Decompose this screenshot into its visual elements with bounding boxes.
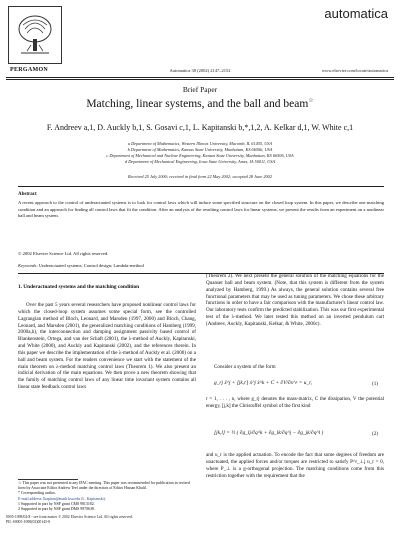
abstract-rule-top <box>18 186 384 187</box>
affiliation: a Department of Mathematics, Western Illinois University, Macomb, IL 61455, USA <box>127 141 273 146</box>
affiliation: b Department of Mathematics, Kansas State University, Manhattan, KS 66506, USA <box>127 147 273 152</box>
footnote: ☆ This paper was not presented at any IFAC meeting. This paper was recommended for publication in revised form by Associate Editor Andrew Teel under the direction of Editor Hassan Khalil. <box>18 481 190 491</box>
equation-number: (1) <box>372 381 378 387</box>
affiliation: c Department of Mechanical and Nuclear Engineering, Kansas State University, Manhattan, KS 66506, USA <box>106 153 294 158</box>
section1-paragraph: Over the past 5 years several researchers have proposed nonlinear control laws for which the closed-loop system assumes some special form, see the controlled Lagrangian method of Bloch, Leonard, and Marsden (1997, 2000) and Bloch, Chang, Leonard, and Marsden (2001), the generalized matching conditions of Hamberg (1999, 2000a,b), the interconnection and damping assignment passivity based control of Blankenstein, Ortega, and van der Schaft (2001), the λ-method of Auckly, Kapitanski, and White (2000), and Auckly and Kapitanski (2002), and the references therein. In this paper we describe the implementation of the λ-method of Auckly et al. (2000) on a ball and beam system. For the readers convenience we start with the statement of the main theorem on λ-method matching control laws (Theorem 1). We also present an indicial derivation of the main equations. We then prove a new theorem showing that the family of matching control laws of any linear time invariant system contains all linear state feedback control laws <box>18 302 196 391</box>
footnote: * Corresponding author. <box>18 491 56 496</box>
abstract-heading: Abstract <box>18 192 37 197</box>
journal-name: automatica <box>324 6 388 21</box>
footnote: 1 Supported in part by NSF grant CMS 9813182. <box>18 501 95 506</box>
right-column-paragraph: (Theorem 2). We next present the general solution of the matching equations for the Quanser ball and beam system. (Note, that this system is different from the system analyzed by Hamberg, 1999.) As always, the general solution contains several free functional parameters that may be used as tuning parameters. We chose these arbitrary functions in order to have a fair comparison with the manufacturer's linear control law. Our laboratory tests confirm the predicted stabilization. This was our first experimental test of the λ-method. We later tested this method on an inverted pendulum cart (Andreev, Auckly, Kapitanski, Kelkar, & White, 2000c). <box>206 273 384 327</box>
keywords-label: Keywords: <box>18 263 38 268</box>
footnote-email[interactable]: E-mail address: lkapitan@math.ksu.edu (L. Kapitanski). <box>18 496 106 501</box>
footnote: 2 Supported in part by NSF grant DMS 9970638. <box>18 507 95 512</box>
right-column-paragraph: and u_r is the applied actuation. To encode the fact that some degrees of freedom are unactuated, the applied forces and/or torques are restricted to satisfy P^r_⊥j u_r = 0, where P_⊥ is a g-orthogonal projection. The matching conditions come from this restriction together with the requirement that the <box>206 452 384 479</box>
right-column-paragraph: r = 1, . . . , n, where g_rj denotes the mass-matrix, C the dissipation, V the potential energy, [j,k] the Christoffel symbol of the first kind <box>206 396 384 409</box>
affiliation: d Department of Mechanical Engineering, Iowa State University, Ames, IA 50011, USA <box>124 159 275 164</box>
issn-line: 0005-1098/02/$ - see front matter © 2002 Elsevier Science Ltd. All rights reserved. <box>6 515 133 519</box>
equation-1: g_rj ẍ^j + [jk,r] ẋ^j ẋ^k + C + ∂V/∂x^r = u_r, <box>214 380 312 386</box>
keywords-text: Underactuated systems; Control design; Lambda-method <box>38 263 144 268</box>
right-column-paragraph: Consider a system of the form <box>214 364 276 370</box>
article-type: Brief Paper <box>182 85 218 94</box>
equation-2: [jk,l] = ½ ( ∂g_lj/∂q^k + ∂g_lk/∂q^j − ∂g_jk/∂q^l ) <box>214 430 324 436</box>
copyright-notice: © 2002 Elsevier Science Ltd. All rights reserved. <box>18 251 109 256</box>
author-list: F. Andreev a,1, D. Auckly b,1, S. Gosavi c,1, L. Kapitanski b,*,1,2, A. Kelkar d,1, W. White c,1 <box>46 123 354 132</box>
footnote-rule <box>18 479 78 480</box>
publisher-logo <box>8 6 62 64</box>
received-dates: Received 25 July 2000; received in final form 22 May 2002; accepted 28 June 2002 <box>128 174 272 179</box>
header-rule-thin <box>6 79 394 80</box>
title-footnote-mark[interactable]: ☆ <box>308 98 314 104</box>
journal-url[interactable]: www.elsevier.com/locate/automatica <box>321 68 388 73</box>
pii-line: PII: S0005-1098(02)00145-8 <box>6 520 51 524</box>
section-heading: 1. Underactuated systems and the matching condition <box>18 284 140 290</box>
footnotes <box>18 481 196 512</box>
article-title <box>0 97 400 110</box>
abstract-body: A recent approach to the control of underactuated systems is to look for control laws which will induce some specified structure on the closed loop system. In this paper, we describe one matching condition and an approach for finding all control laws that fit the condition. After an analysis of the resulting control laws for linear systems, we present the results from an experiment on a nonlinear ball and beam system. <box>18 200 384 219</box>
article-title-text: Matching, linear systems, and the ball and beam <box>86 97 309 110</box>
bottom-matter <box>6 515 133 525</box>
equation-number: (2) <box>372 431 378 437</box>
elsevier-tree-icon <box>15 13 55 57</box>
publisher-name: PERGAMON <box>10 67 49 73</box>
header-rule <box>6 77 394 78</box>
keywords-line <box>18 263 144 268</box>
journal-citation: Automatica 38 (2002) 2147–2152 <box>169 68 231 73</box>
